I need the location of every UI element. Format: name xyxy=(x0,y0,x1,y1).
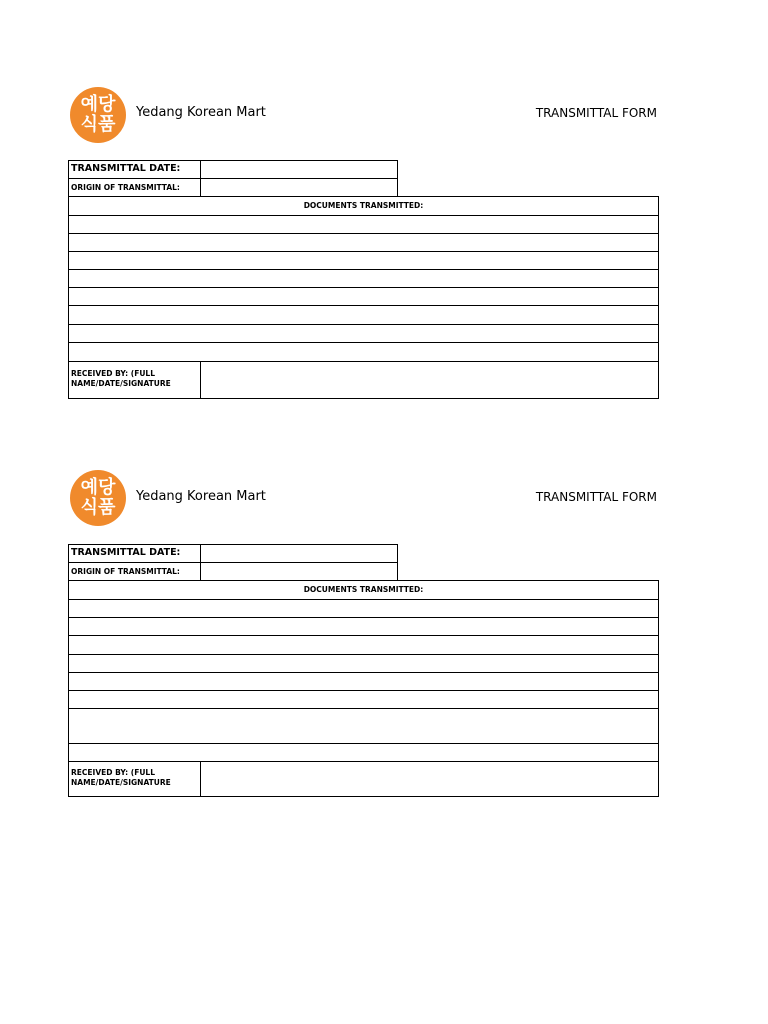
document-row[interactable] xyxy=(69,600,658,617)
transmittal-date-label: TRANSMITTAL DATE: xyxy=(71,163,181,174)
document-row[interactable] xyxy=(69,270,658,287)
document-row[interactable] xyxy=(69,709,658,743)
yedang-logo-icon: 예당 식품 xyxy=(70,87,126,143)
document-row[interactable] xyxy=(69,306,658,324)
documents-label: DOCUMENTS TRANSMITTED: xyxy=(303,585,424,594)
transmittal-date-field[interactable] xyxy=(201,545,397,562)
company-name: Yedang Korean Mart xyxy=(136,489,266,504)
document-row[interactable] xyxy=(69,252,658,269)
document-row[interactable] xyxy=(69,343,658,361)
received-by-field[interactable] xyxy=(201,362,658,398)
form-title: TRANSMITTAL FORM xyxy=(535,106,657,120)
document-row[interactable] xyxy=(69,325,658,342)
document-row[interactable] xyxy=(69,655,658,672)
company-name: Yedang Korean Mart xyxy=(136,105,266,120)
transmittal-date-field[interactable] xyxy=(201,161,397,178)
document-row[interactable] xyxy=(69,691,658,708)
documents-label: DOCUMENTS TRANSMITTED: xyxy=(303,201,424,210)
yedang-logo-icon: 예당 식품 xyxy=(70,470,126,526)
document-row[interactable] xyxy=(69,636,658,654)
origin-field[interactable] xyxy=(201,179,397,196)
received-by-label: RECEIVED BY: (FULL NAME/DATE/SIGNATURE xyxy=(71,768,171,787)
received-by-label: RECEIVED BY: (FULL NAME/DATE/SIGNATURE xyxy=(71,369,171,388)
document-row[interactable] xyxy=(69,216,658,233)
origin-label: ORIGIN OF TRANSMITTAL: xyxy=(71,183,180,192)
received-by-field[interactable] xyxy=(201,762,658,796)
document-row[interactable] xyxy=(69,618,658,635)
transmittal-date-label: TRANSMITTAL DATE: xyxy=(71,547,181,558)
document-row[interactable] xyxy=(69,234,658,251)
origin-field[interactable] xyxy=(201,563,397,580)
document-row[interactable] xyxy=(69,288,658,305)
document-row[interactable] xyxy=(69,673,658,690)
form-title: TRANSMITTAL FORM xyxy=(535,490,657,504)
origin-label: ORIGIN OF TRANSMITTAL: xyxy=(71,567,180,576)
